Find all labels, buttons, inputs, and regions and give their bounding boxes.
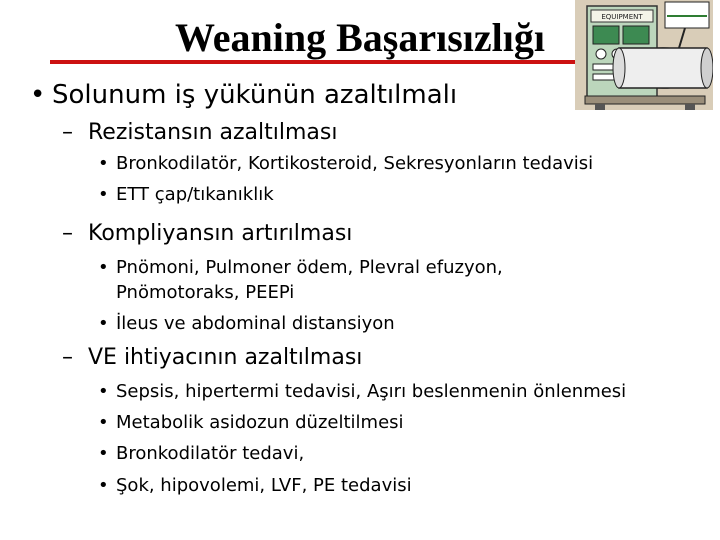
bullet-icon: • xyxy=(98,313,109,334)
bullet-icon: • xyxy=(30,80,46,110)
list-item xyxy=(98,474,412,497)
bullet-icon: • xyxy=(98,153,109,174)
bullet-icon: • xyxy=(98,475,109,496)
list-item-text: Metabolik asidozun düzeltilmesi xyxy=(116,412,404,433)
list-item xyxy=(98,183,274,206)
bullet-icon: • xyxy=(98,443,109,464)
list-item xyxy=(98,380,626,403)
section-heading xyxy=(62,344,362,372)
list-item-continuation xyxy=(98,281,294,304)
section-heading xyxy=(62,119,337,147)
list-item-text: İleus ve abdominal distansiyon xyxy=(116,313,395,334)
bullet-icon: • xyxy=(98,184,109,205)
dash-icon: – xyxy=(62,120,73,145)
list-item-text: Bronkodilatör, Kortikosteroid, Sekresyonların tedavisi xyxy=(116,153,594,174)
clipart-label: EQUIPMENT xyxy=(601,13,643,21)
section-heading xyxy=(62,220,352,248)
list-item-text: ETT çap/tıkanıklık xyxy=(116,184,274,205)
list-item xyxy=(98,256,503,279)
ventilator-machine-icon xyxy=(575,0,713,110)
ventilator-clipart xyxy=(575,0,713,110)
bullet-icon: • xyxy=(98,381,109,402)
list-item xyxy=(98,312,395,335)
bullet-icon: • xyxy=(98,412,109,433)
list-item-text: Sepsis, hipertermi tedavisi, Aşırı beslenmenin önlenmesi xyxy=(116,381,627,402)
section-heading-text: VE ihtiyacının azaltılması xyxy=(88,345,363,370)
slide-title: Weaning Başarısızlığı xyxy=(174,15,546,60)
list-item-text: Şok, hipovolemi, LVF, PE tedavisi xyxy=(116,475,412,496)
list-item-text: Bronkodilatör tedavi, xyxy=(116,443,305,464)
main-point xyxy=(30,79,457,111)
list-item xyxy=(98,152,593,175)
list-item-text: Pnömotoraks, PEEPi xyxy=(116,282,295,303)
main-point-text: Solunum iş yükünün azaltılmalı xyxy=(52,80,458,110)
section-heading-text: Kompliyansın artırılması xyxy=(88,221,353,246)
bullet-icon: • xyxy=(98,257,109,278)
list-item xyxy=(98,442,304,465)
section-heading-text: Rezistansın azaltılması xyxy=(88,120,338,145)
dash-icon: – xyxy=(62,221,73,246)
title-underline xyxy=(50,60,576,64)
list-item-text: Pnömoni, Pulmoner ödem, Plevral efuzyon, xyxy=(116,257,503,278)
list-item xyxy=(98,411,404,434)
dash-icon: – xyxy=(62,345,73,370)
